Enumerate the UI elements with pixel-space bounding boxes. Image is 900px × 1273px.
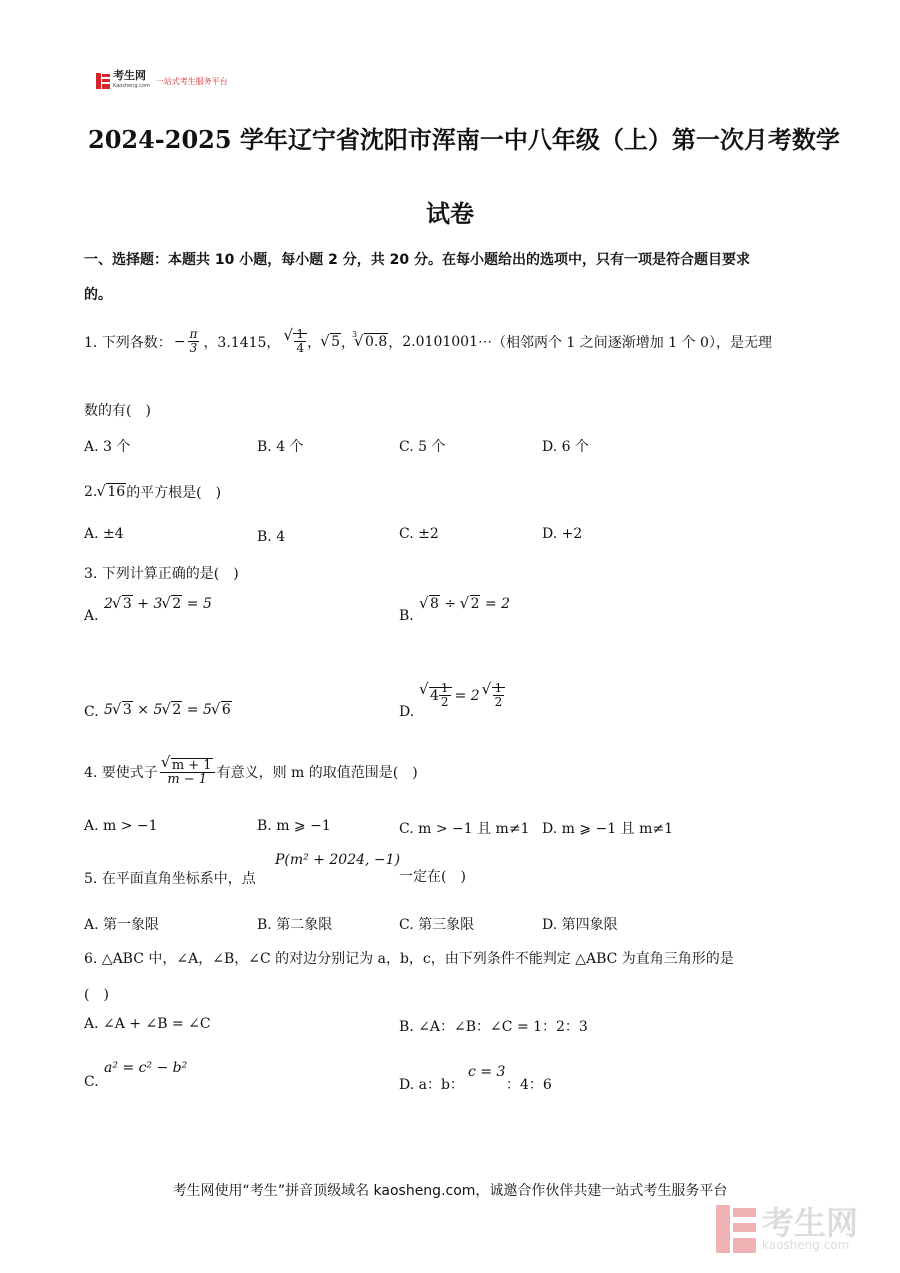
option-a-math: 2√ 3 + 3√ 2 = 5 [104,596,212,612]
option-b-math: √ 8 ÷ √ 2 = 2 [420,596,510,612]
option-a[interactable]: A. 3 个 [84,439,131,455]
site-logo [96,71,228,91]
logo-icon [96,73,110,89]
option-d[interactable]: D. 第四象限 [542,917,618,933]
option-c-math: 5√ 3 × 5√ 2 = 5√ 6 [104,702,232,718]
option-c[interactable]: C. ±2 [399,526,439,542]
option-d-math: √ 4 $\frac{1}{2}$ = 2 √ $\frac{1}{2}$ [420,682,505,709]
page-title-line2: 试卷 [426,199,474,228]
option-c-math: a² = c² − b² [104,1060,188,1076]
question-5-stem-cont: 一定在( ) [399,869,466,885]
option-d-math: c = 3 [468,1064,506,1080]
watermark-logo [716,1205,858,1253]
option-c[interactable]: C. 5 个 [399,439,446,455]
option-d[interactable]: D. 6 个 [542,439,589,455]
option-c-label[interactable]: C. [84,704,99,720]
option-a-label[interactable]: A. [84,608,99,624]
option-d-tail: ：4：6 [506,1077,552,1093]
option-b[interactable]: B. 4 [257,529,286,545]
question-2-stem: 2. √ 16 的平方根是( ) [84,482,221,502]
question-4-stem: 4. 要使式子 √ $\frac{m + 1}{m - 1}$ 有意义，则 m 的取值范围是( ) [84,758,418,786]
watermark-icon [716,1205,756,1253]
section-heading: 一、选择题：本题共 10 小题，每小题 2 分，共 20 分。在每小题给出的选项中，只有一项是符合题目要求 [84,252,750,268]
option-b[interactable]: B. m ⩾ −1 [257,818,331,834]
option-a[interactable]: A. 第一象限 [84,917,160,933]
question-3-stem: 3. 下列计算正确的是( ) [84,566,239,582]
math-fraction: √ $\frac{m + 1}{m - 1}$ [160,758,215,786]
watermark-text: 考生网 kaosheng.com [762,1204,859,1252]
logo-text: 考生网 Kaosheng.com [113,69,150,89]
section-heading-cont: 的。 [84,287,112,303]
page-footer: 考生网使用“考生”拼音顶级域名 kaosheng.com，诚邀合作伙伴共建一站式考生服务平台 [172,1183,728,1199]
option-a[interactable]: A. m > −1 [84,818,158,834]
option-a[interactable]: A. ∠A + ∠B = ∠C [84,1016,211,1032]
option-b[interactable]: B. 4 个 [257,439,304,455]
question-6-stem-cont: ( ) [84,987,109,1003]
option-d[interactable]: D. m ⩾ −1 且 m≠1 [542,821,673,837]
option-b[interactable]: B. ∠A：∠B：∠C = 1：2：3 [399,1019,588,1035]
option-c-label[interactable]: C. [84,1074,99,1090]
question-6-stem: 6. △ABC 中，∠A，∠B，∠C 的对边分别记为 a，b，c，由下列条件不能判定 △ABC 为直角三角形的是 [84,951,734,967]
logo-slogan: 一站式考生服务平台 [155,76,228,86]
option-c[interactable]: C. m > −1 且 m≠1 [399,821,530,837]
page-title-line1: 2024-2025 学年辽宁省沈阳市浑南一中八年级（上）第一次月考数学 [88,125,840,154]
option-d[interactable]: D. +2 [542,526,583,542]
math-neg-pi-over-3: $\frac{\pi}{3}$ [189,327,198,355]
question-1-stem-cont: 数的有( ) [84,403,151,419]
option-b[interactable]: B. 第二象限 [257,917,333,933]
option-c[interactable]: C. 第三象限 [399,917,475,933]
math-point: P(m² + 2024, −1) [275,852,401,868]
question-1-stem: 1. 下列各数： − $\frac{\pi}{3}$ ，3.1415， √ $\frac{1}{4}$ ， √ 5 ， √ 3 0.8 ， 2.0101001⋯ （相邻两个 1 之间逐渐增加 1 个 0），是无理 [84,328,772,355]
option-a[interactable]: A. ±4 [84,526,124,542]
option-b-label[interactable]: B. [399,608,414,624]
option-d-label[interactable]: D. [399,704,415,720]
option-d-label[interactable]: D. a：b： [399,1077,464,1093]
question-5-stem: 5. 在平面直角坐标系中，点 [84,871,256,887]
